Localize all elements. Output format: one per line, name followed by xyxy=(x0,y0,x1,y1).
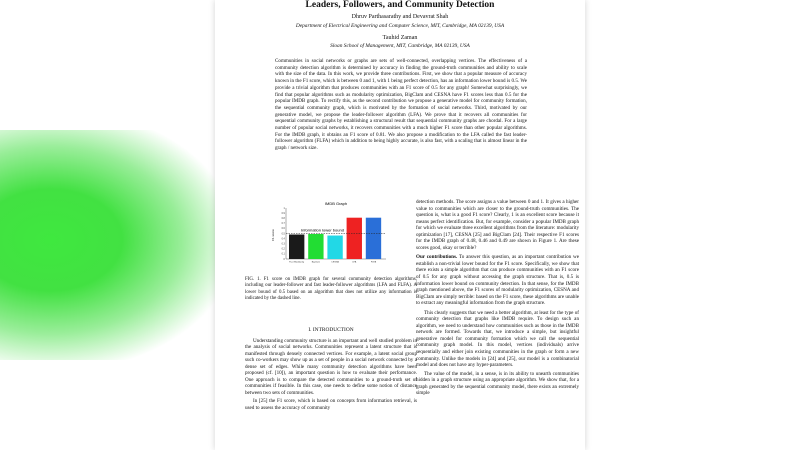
y-tick-label: 0.5 xyxy=(281,233,285,236)
y-tick-label: 0.7 xyxy=(281,223,285,226)
paper-title: Leaders, Followers, and Community Detection xyxy=(305,0,495,10)
authors-line-2: Tauhid Zaman xyxy=(382,35,418,41)
right-column xyxy=(416,199,579,397)
y-tick-label: 0 xyxy=(283,258,285,261)
x-tick-label: BigClam xyxy=(311,261,321,264)
x-tick-label: CESNA xyxy=(331,261,339,264)
right-paragraph-4: The value of the model, in a sense, is in its ability to unearth communities hidden in a graph structure using an appropriate algorithm. We show that, for a graph generated by the sequential community model, there exists an extremely simple xyxy=(416,370,579,397)
authors-line-1: Dhruv Parthasarathy and Devavrat Shah xyxy=(351,14,449,20)
right-paragraph-2: To answer this question, as an important contribution we establish a non-trivial lower bound for the F1 score. Specifically, we show that there exists a simple algorithm that can produce communities with an F1 score of 0.5 for any graph without accessing the graph structure. That is, 0.5 is information lower bound on community detection. In that sense, for the IMDB graph mentioned above, the F1 scores of modularity optimization, CESNA and BigClam are simply terrible: based on the F1 score, these algorithms are unable to extract any meaningful information from the graph structure. xyxy=(416,254,579,307)
intro-paragraph-2: In [25] the F1 score, which is based on concepts from information retrieval, is used to assess the accuracy of community xyxy=(245,398,417,412)
bar-fast-modularity xyxy=(289,235,304,259)
bar-cesna xyxy=(327,236,342,259)
figure-caption: FIG. 1. F1 score on IMDB graph for several community detection algorithms, including our leader-follower and fast leader-follower algorithms (LFA and FLFA). A lower bound of 0.5 based on an algorithm that does not utilize any information is indicated by the dashed line. xyxy=(245,277,417,301)
blurred-background xyxy=(0,130,220,360)
y-tick-label: 0.4 xyxy=(281,238,285,241)
affiliation-2: Sloan School of Management, MIT, Cambridge, MA 02139, USA xyxy=(330,43,470,49)
f1-bar-chart xyxy=(270,199,390,269)
x-tick-label: Fast Modularity xyxy=(289,261,305,264)
abstract: Communities in social networks or graphs are sets of well-connected, overlapping vertices. The effectiveness of a community detection algorithm is determined by accuracy in finding the ground-truth communities and ability to scale with the size of the data. In this work, we provide three contributions. First, we show that a popular measure of accuracy known in the F1 score, which is between 0 and 1, with 1 being perfect detection, has an information lower bound is 0.5. We provide a trivial algorithm that produces communities with an F1 score of 0.5 for any graph! Somewhat surprisingly, we find that popular algorithms such as modularity optimization, BigClam and CESNA have F1 scores less than 0.5 for the popular IMDB graph. To rectify this, as the second contribution we propose a generative model for community formation, the sequential community graph, which is motivated by the formation of social networks. Third, motivated by our generative model, we propose the leader-follower algorithm (LFA). We prove that it recovers all communities for sequential community graphs by establishing a structural result that sequential community graphs are chordal. For a large number of popular social networks, it recovers communities with a much higher F1 score than other popular algorithms. For the IMDB graph, it obtains an F1 score of 0.81. We also propose a modification to the LFA called the fast leader-follower algorithm (FLFA) which in addition to being highly accurate, is also fast, with a scaling that is almost linear in the graph / network size. xyxy=(275,58,527,152)
y-tick-label: 0.9 xyxy=(281,212,285,215)
paper-page xyxy=(215,0,585,450)
intro-paragraph-1: Understanding community structure is an important and well studied problem in the analysis of social networks. Communities represent a latent structure that is manifested through densely connected vertices. For example, a latent social group such co-workers may show up as a set of people in a social network connected by a dense set of edges. While many community detection algorithms have been proposed (cf. [10]), an important question is how to evaluate their performance. One approach is to compare the detected communities to a ground-truth set of communities if feasible. In this case, one needs to define some notion of distance between two sets of communities. xyxy=(245,337,417,396)
bar-flfa xyxy=(366,218,381,259)
x-tick-label: LFA xyxy=(352,261,357,264)
y-tick-label: 0.2 xyxy=(281,248,285,251)
right-paragraph-3: This clearly suggests that we need a better algorithm, at least for the type of community detection that graphs like IMDB require. To design such an algorithm, we need to understand how communities such as those in the IMDB network are formed. Towards that, we introduce a simple, but insightful generative model for community formation which we call the sequential community graph model. In this model, vertices (individuals) arrive sequentially and either join existing communities in the graph or form a new community. Unlike the models in [24] and [25], our model is a combinatorial model and does not have any hyper-parameters. xyxy=(416,309,579,369)
x-tick-label: FLFA xyxy=(370,261,377,264)
chart-y-axis-label: F1 score xyxy=(271,229,275,241)
y-tick-label: 0.8 xyxy=(281,218,285,220)
bar-lfa xyxy=(347,218,362,259)
left-column xyxy=(245,323,417,412)
right-paragraph-1: detection methods. The score assigns a value between 0 and 1. It gives a higher value to communities which are closer to the ground-truth communities. The question is, what is a good F1 score? Clearly, 1 is an excellent score because it means perfect identification. But, for example, consider a popular IMDB graph for which we evaluate three excellent algorithms from the literature: modularity optimization [17], CESNA [25] and BigClam [24]. Their respective F1 scores for the IMDB graph of 0.48, 0.46 and 0.49 are shown in Figure 1. Are these scores good, okay or terrible? xyxy=(416,199,579,251)
contributions-label: Our contributions. xyxy=(416,254,458,261)
y-tick-label: 0.6 xyxy=(281,228,285,231)
chart-title: IMDB Graph xyxy=(324,201,348,206)
lower-bound-annotation: Information lower bound xyxy=(301,227,344,233)
y-tick-label: 0.3 xyxy=(281,243,285,246)
affiliation-1: Department of Electrical Engineering and Computer Science, MIT, Cambridge, MA 02139, USA xyxy=(295,23,505,29)
section-heading: I. INTRODUCTION xyxy=(308,327,354,333)
bar-bigclam xyxy=(308,234,323,259)
y-tick-label: 0.1 xyxy=(281,253,285,256)
y-tick-label: 1 xyxy=(283,207,285,210)
